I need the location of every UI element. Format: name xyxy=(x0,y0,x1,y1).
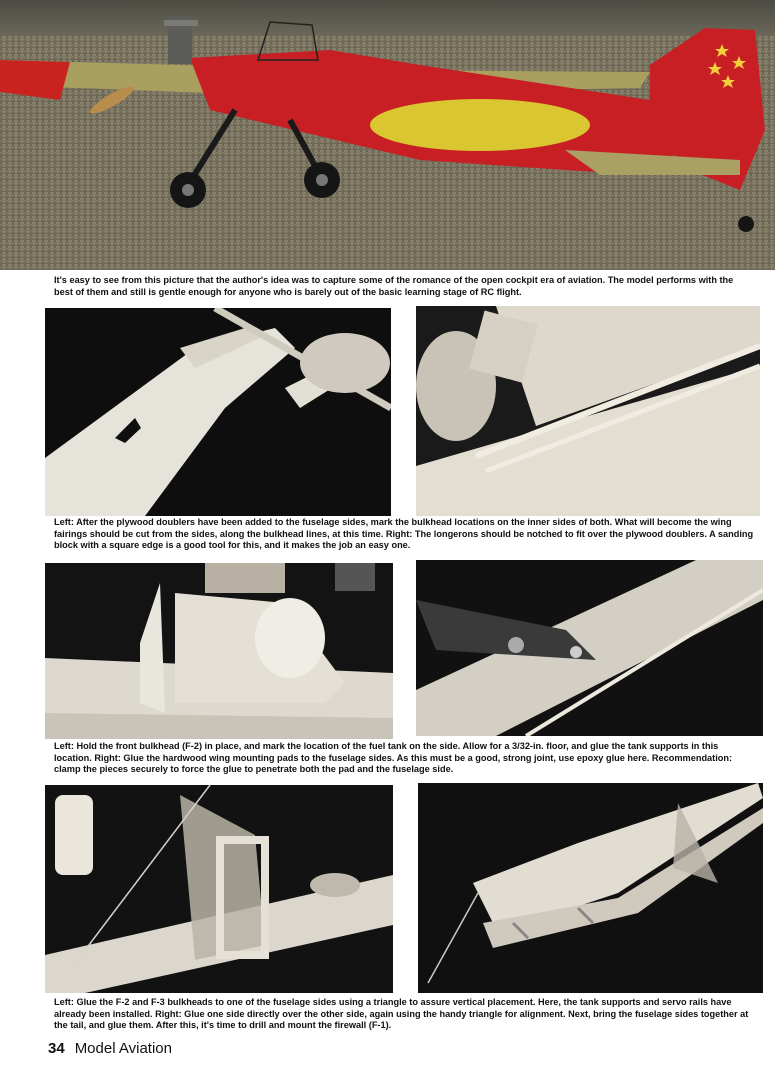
photo-notching-longerons xyxy=(416,306,760,516)
photo-wing-mounting-pads xyxy=(416,560,763,736)
page-footer xyxy=(48,1040,172,1057)
row1-caption: Left: After the plywood doublers have been added to the fuselage sides, mark the bulkhead locations on the inner sides of both. What will become the wing fairings should be cut from the sides, along the bulkhead lines, at this time. Right: The longerons should be notched to fit over the plywood doublers. A sanding block with a square edge is a good tool for this, and it makes the job an easy one. xyxy=(54,517,754,550)
hero-caption: It's easy to see from this picture that the author's idea was to capture some of the romance of the open cockpit era of aviation. The model performs with the best of them and still is gentle enough for anyone who is barely out of the basic learning stage of RC flight. xyxy=(54,275,734,297)
photo-front-bulkhead-fuel-tank xyxy=(45,563,393,739)
photo-fuselage-sides-marking xyxy=(45,308,391,516)
photo-fuselage-sides-glued xyxy=(418,783,763,993)
photo-bulkheads-with-triangle xyxy=(45,785,393,993)
page-number: 34 xyxy=(48,1040,65,1057)
row3-caption: Left: Glue the F-2 and F-3 bulkheads to one of the fuselage sides using a triangle to assure vertical placement. Here, the tank supports and servo rails have already been installed. Right: Glue one side directly over the other side, again using the handy triangle for alignment. Next, bring the fuselage sides together at the tail, and glue them. After this, it's time to drill and mount the firewall (F-1). xyxy=(54,997,749,1030)
hero-photo-red-monoplane xyxy=(0,0,775,270)
magazine-name: Model Aviation xyxy=(74,1040,172,1057)
row2-caption: Left: Hold the front bulkhead (F-2) in place, and mark the location of the fuel tank on the side. Allow for a 3/32-in. floor, and glue the tank supports in this location. Right: Glue the hardwood wing mounting pads to the fuselage sides. As this must be a good, strong joint, use epoxy glue here. Recommendation: clamp the pieces securely to force the glue to penetrate both the pad and the fuselage side. xyxy=(54,741,733,774)
